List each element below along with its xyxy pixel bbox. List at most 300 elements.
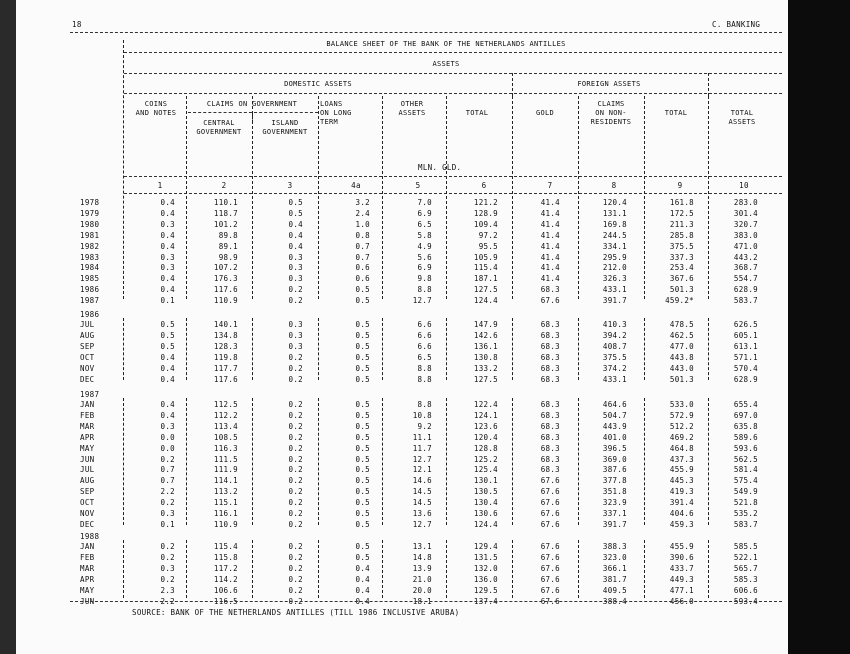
cell-col-8: 374.2	[602, 363, 627, 373]
cell-col-7: 68.3	[540, 410, 560, 420]
cell-col-8: 366.1	[602, 563, 627, 573]
cell-col-6: 121.2	[473, 198, 498, 207]
cell-col-5: 14.6	[412, 476, 432, 486]
cell-col-6: 97.2	[478, 230, 498, 240]
cell-col-8: 381.7	[602, 574, 627, 584]
cell-col-5: 8.8	[417, 363, 432, 373]
cell-col-1: 0.3	[160, 563, 175, 573]
row-label: 1987	[80, 296, 100, 306]
assets-label: ASSETS	[432, 60, 460, 68]
year-1988-label: 1988	[80, 532, 100, 541]
column-number-2: 2	[221, 181, 227, 190]
cell-col-5: 8.8	[417, 285, 432, 295]
cell-col-9: 455.9	[669, 465, 694, 475]
cell-col-8: 131.1	[602, 208, 627, 218]
cell-col-10: 443.2	[733, 252, 758, 262]
cell-col-1: 2.2	[160, 596, 175, 606]
cell-col-9: 477.1	[669, 585, 694, 595]
cell-col-6: 109.4	[473, 219, 498, 229]
cell-col-4: 0.5	[355, 443, 370, 453]
row-label: JUN	[80, 596, 95, 606]
column-separator	[123, 318, 124, 380]
cell-col-6: 123.6	[473, 421, 498, 431]
cell-col-10: 655.4	[733, 400, 758, 409]
cell-col-9: 419.3	[669, 487, 694, 497]
cell-col-8: 387.6	[602, 465, 627, 475]
cell-col-3: 0.3	[288, 320, 303, 329]
cell-col-5: 6.9	[417, 208, 432, 218]
cell-col-4: 0.5	[355, 465, 370, 475]
unit-label: MLN. GLD.	[418, 163, 462, 172]
cell-col-9: 478.5	[669, 320, 694, 329]
footer-rule	[70, 601, 782, 602]
cell-col-5: 6.6	[417, 320, 432, 329]
cell-col-2: 111.5	[213, 454, 238, 464]
cell-col-1: 0.7	[160, 476, 175, 486]
cell-col-1: 0.5	[160, 330, 175, 340]
cell-col-7: 68.3	[540, 341, 560, 351]
cell-col-3: 0.3	[288, 341, 303, 351]
cell-col-6: 127.5	[473, 374, 498, 384]
cell-col-8: 369.0	[602, 454, 627, 464]
cell-col-9: 572.9	[669, 410, 694, 420]
cell-col-2: 115.1	[213, 498, 238, 508]
cell-col-7: 68.3	[540, 443, 560, 453]
cell-col-10: 471.0	[733, 241, 758, 251]
column-number-8: 8	[611, 181, 617, 190]
cell-col-1: 0.3	[160, 509, 175, 518]
cell-col-4: 0.5	[355, 363, 370, 373]
row-label: JAN	[80, 542, 95, 551]
cell-col-10: 697.0	[733, 410, 758, 420]
cell-col-10: 606.6	[733, 585, 758, 595]
cell-col-4: 0.5	[355, 400, 370, 409]
cell-col-5: 12.1	[412, 465, 432, 475]
cell-col-2: 98.9	[218, 252, 238, 262]
cell-col-9: 437.3	[669, 454, 694, 464]
row-label: MAR	[80, 421, 95, 431]
cell-col-5: 8.8	[417, 374, 432, 384]
cell-col-9: 477.0	[669, 341, 694, 351]
cell-col-4: 0.6	[355, 263, 370, 273]
cell-col-4: 0.5	[355, 352, 370, 362]
cell-col-5: 13.1	[412, 542, 432, 551]
foreign-assets-label: FOREIGN ASSETS	[577, 80, 641, 88]
col-gold-header: GOLD	[535, 109, 555, 117]
cell-col-3: 0.2	[288, 574, 303, 584]
group-rule	[124, 93, 782, 94]
cell-col-9: 285.8	[669, 230, 694, 240]
cell-col-6: 124.4	[473, 519, 498, 529]
cell-col-3: 0.4	[288, 230, 303, 240]
cell-col-8: 391.7	[602, 519, 627, 529]
cell-col-10: 368.7	[733, 263, 758, 273]
column-separator	[252, 113, 253, 123]
cell-col-2: 114.2	[213, 574, 238, 584]
cell-col-3: 0.4	[288, 219, 303, 229]
cell-col-2: 119.8	[213, 352, 238, 362]
cell-col-9: 337.3	[669, 252, 694, 262]
cell-col-1: 0.2	[160, 574, 175, 584]
cell-col-8: 334.1	[602, 241, 627, 251]
cell-col-10: 554.7	[733, 274, 758, 284]
cell-col-4: 0.5	[355, 421, 370, 431]
column-separator	[186, 318, 187, 380]
col-total-foreign-header: TOTAL	[664, 109, 688, 117]
cell-col-3: 0.2	[288, 296, 303, 306]
cell-col-8: 326.3	[602, 274, 627, 284]
cell-col-2: 114.1	[213, 476, 238, 486]
cell-col-10: 283.0	[733, 198, 758, 207]
cell-col-6: 124.1	[473, 410, 498, 420]
cell-col-6: 130.1	[473, 476, 498, 486]
cell-col-2: 110.1	[213, 198, 238, 207]
cell-col-1: 0.2	[160, 498, 175, 508]
column-separator	[446, 540, 447, 598]
row-label: APR	[80, 432, 95, 442]
cell-col-2: 108.5	[213, 432, 238, 442]
year-1987-label: 1987	[80, 390, 100, 399]
column-number-1: 1	[157, 181, 163, 190]
cell-col-1: 0.2	[160, 552, 175, 562]
row-label: JUN	[80, 454, 95, 464]
cell-col-5: 10.8	[412, 410, 432, 420]
cell-col-7: 67.6	[540, 585, 560, 595]
cell-col-3: 0.2	[288, 352, 303, 362]
cell-col-2: 89.8	[218, 230, 238, 240]
row-label: OCT	[80, 498, 95, 508]
row-label: MAY	[80, 443, 95, 453]
left-scan-shadow	[0, 0, 16, 654]
cell-col-8: 410.3	[602, 320, 627, 329]
column-number-5: 5	[415, 181, 421, 190]
cell-col-8: 323.0	[602, 552, 627, 562]
cell-col-9: 501.3	[669, 285, 694, 295]
column-separator	[318, 96, 319, 299]
cell-col-4: 0.5	[355, 542, 370, 551]
cell-col-2: 116.3	[213, 443, 238, 453]
column-number-6: 6	[481, 181, 487, 190]
cell-col-2: 89.1	[218, 241, 238, 251]
cell-col-6: 129.4	[473, 542, 498, 551]
cell-col-1: 0.4	[160, 363, 175, 373]
col-claims-government-header: CLAIMS ON GOVERNMENT	[206, 100, 298, 108]
cell-col-6: 128.9	[473, 208, 498, 218]
col-total-assets-header: TOTAL ASSETS	[728, 109, 756, 126]
cell-col-5: 6.9	[417, 263, 432, 273]
cell-col-10: 535.2	[733, 509, 758, 518]
column-separator	[446, 318, 447, 380]
row-label: DEC	[80, 519, 95, 529]
row-label: AUG	[80, 330, 95, 340]
cell-col-2: 113.2	[213, 487, 238, 497]
cell-col-10: 635.8	[733, 421, 758, 431]
cell-col-1: 0.5	[160, 341, 175, 351]
cell-col-1: 0.1	[160, 296, 175, 306]
cell-col-2: 116.1	[213, 509, 238, 518]
cell-col-6: 127.5	[473, 285, 498, 295]
cell-col-6: 147.9	[473, 320, 498, 329]
cell-col-10: 383.0	[733, 230, 758, 240]
cell-col-2: 117.2	[213, 563, 238, 573]
cell-col-7: 68.3	[540, 454, 560, 464]
cell-col-5: 7.0	[417, 198, 432, 207]
row-label: 1985	[80, 274, 100, 284]
cell-col-3: 0.2	[288, 476, 303, 486]
cell-col-8: 409.5	[602, 585, 627, 595]
column-separator	[123, 398, 124, 525]
cell-col-6: 115.4	[473, 263, 498, 273]
cell-col-4: 0.5	[355, 341, 370, 351]
cell-col-2: 134.8	[213, 330, 238, 340]
cell-col-3: 0.3	[288, 263, 303, 273]
cell-col-6: 137.4	[473, 596, 498, 606]
cell-col-5: 20.0	[412, 585, 432, 595]
cell-col-10: 589.6	[733, 432, 758, 442]
col-claims-nonres-header: CLAIMS ON NON- RESIDENTS	[590, 100, 632, 126]
cell-col-10: 583.7	[733, 519, 758, 529]
cell-col-4: 1.0	[355, 219, 370, 229]
row-label: 1980	[80, 219, 100, 229]
cell-col-8: 323.9	[602, 498, 627, 508]
cell-col-3: 0.2	[288, 487, 303, 497]
cell-col-6: 122.4	[473, 400, 498, 409]
cell-col-3: 0.2	[288, 596, 303, 606]
cell-col-9: 512.2	[669, 421, 694, 431]
row-label: 1979	[80, 208, 100, 218]
cell-col-7: 67.6	[540, 574, 560, 584]
cell-col-2: 112.5	[213, 400, 238, 409]
cell-col-10: 521.8	[733, 498, 758, 508]
cell-col-10: 581.4	[733, 465, 758, 475]
cell-col-1: 0.2	[160, 542, 175, 551]
cell-col-10: 583.7	[733, 296, 758, 306]
cell-col-1: 0.3	[160, 219, 175, 229]
cell-col-4: 0.5	[355, 519, 370, 529]
cell-col-2: 116.5	[213, 596, 238, 606]
cell-col-9: 501.3	[669, 374, 694, 384]
claims-subrule	[188, 112, 318, 113]
cell-col-9: 433.7	[669, 563, 694, 573]
cell-col-8: 504.7	[602, 410, 627, 420]
cell-col-6: 128.8	[473, 443, 498, 453]
cell-col-4: 3.2	[355, 198, 370, 207]
cell-col-3: 0.2	[288, 410, 303, 420]
cell-col-5: 4.9	[417, 241, 432, 251]
cell-col-8: 295.9	[602, 252, 627, 262]
section-title: C. BANKING	[712, 20, 761, 29]
cell-col-7: 68.3	[540, 465, 560, 475]
cell-col-1: 0.4	[160, 352, 175, 362]
cell-col-10: 613.1	[733, 341, 758, 351]
cell-col-5: 5.8	[417, 230, 432, 240]
cell-col-3: 0.2	[288, 509, 303, 518]
cell-col-5: 11.1	[412, 432, 432, 442]
row-label: JUL	[80, 320, 95, 329]
cell-col-1: 0.2	[160, 454, 175, 464]
cell-col-3: 0.3	[288, 252, 303, 262]
cell-col-3: 0.2	[288, 374, 303, 384]
row-label: SEP	[80, 341, 95, 351]
cell-col-4: 0.5	[355, 454, 370, 464]
row-label: OCT	[80, 352, 95, 362]
cell-col-10: 320.7	[733, 219, 758, 229]
cell-col-8: 401.0	[602, 432, 627, 442]
cell-col-2: 113.4	[213, 421, 238, 431]
cell-col-7: 68.3	[540, 352, 560, 362]
column-separator	[708, 73, 709, 96]
cell-col-4: 0.4	[355, 585, 370, 595]
cell-col-3: 0.2	[288, 498, 303, 508]
row-label: AUG	[80, 476, 95, 486]
column-number-7: 7	[547, 181, 553, 190]
cell-col-7: 67.6	[540, 296, 560, 306]
cell-col-9: 445.3	[669, 476, 694, 486]
cell-col-5: 8.8	[417, 400, 432, 409]
cell-col-7: 41.4	[540, 230, 560, 240]
cell-col-5: 9.2	[417, 421, 432, 431]
cell-col-2: 117.7	[213, 363, 238, 373]
cell-col-6: 120.4	[473, 432, 498, 442]
cell-col-2: 110.9	[213, 296, 238, 306]
cell-col-2: 128.3	[213, 341, 238, 351]
cell-col-9: 172.5	[669, 208, 694, 218]
cell-col-5: 11.7	[412, 443, 432, 453]
cell-col-10: 571.1	[733, 352, 758, 362]
cell-col-8: 391.7	[602, 296, 627, 306]
cell-col-7: 68.3	[540, 330, 560, 340]
cell-col-2: 101.2	[213, 219, 238, 229]
cell-col-7: 67.6	[540, 552, 560, 562]
col-central-gov-header: CENTRAL GOVERNMENT	[196, 119, 242, 136]
cell-col-7: 41.4	[540, 198, 560, 207]
cell-col-6: 132.0	[473, 563, 498, 573]
column-separator	[186, 540, 187, 598]
column-number-9: 9	[677, 181, 683, 190]
cell-col-6: 129.5	[473, 585, 498, 595]
cell-col-1: 0.4	[160, 230, 175, 240]
cell-col-5: 5.6	[417, 252, 432, 262]
row-label: SEP	[80, 487, 95, 497]
cell-col-4: 0.5	[355, 285, 370, 295]
cell-col-7: 68.3	[540, 363, 560, 373]
cell-col-5: 21.0	[412, 574, 432, 584]
row-label: JUL	[80, 465, 95, 475]
cell-col-3: 0.2	[288, 432, 303, 442]
cell-col-8: 212.0	[602, 263, 627, 273]
cell-col-5: 14.8	[412, 552, 432, 562]
cell-col-8: 433.1	[602, 285, 627, 295]
cell-col-9: 443.8	[669, 352, 694, 362]
cell-col-7: 67.6	[540, 519, 560, 529]
cell-col-9: 456.0	[669, 596, 694, 606]
cell-col-6: 142.6	[473, 330, 498, 340]
cell-col-9: 404.6	[669, 509, 694, 518]
cell-col-8: 396.5	[602, 443, 627, 453]
cell-col-5: 6.6	[417, 330, 432, 340]
cell-col-8: 388.3	[602, 542, 627, 551]
cell-col-4: 0.5	[355, 552, 370, 562]
cell-col-7: 67.6	[540, 498, 560, 508]
cell-col-10: 522.1	[733, 552, 758, 562]
cell-col-6: 130.6	[473, 509, 498, 518]
cell-col-5: 13.6	[412, 509, 432, 518]
domestic-assets-label: DOMESTIC ASSETS	[284, 80, 352, 88]
cell-col-4: 0.5	[355, 374, 370, 384]
column-separator	[446, 398, 447, 525]
cell-col-1: 0.4	[160, 400, 175, 409]
row-label: 1986	[80, 285, 100, 295]
year-1986-label: 1986	[80, 310, 100, 319]
cell-col-5: 6.5	[417, 219, 432, 229]
cell-col-1: 0.4	[160, 198, 175, 207]
cell-col-9: 462.5	[669, 330, 694, 340]
cell-col-8: 408.7	[602, 341, 627, 351]
cell-col-3: 0.5	[288, 208, 303, 218]
cell-col-5: 6.6	[417, 341, 432, 351]
cell-col-1: 0.3	[160, 252, 175, 262]
row-label: 1982	[80, 241, 100, 251]
row-label: FEB	[80, 552, 95, 562]
row-label: NOV	[80, 509, 95, 518]
cell-col-6: 131.5	[473, 552, 498, 562]
column-separator	[318, 398, 319, 525]
row-label: MAR	[80, 563, 95, 573]
cell-col-2: 106.6	[213, 585, 238, 595]
cell-col-5: 6.5	[417, 352, 432, 362]
column-separator	[186, 398, 187, 525]
cell-col-3: 0.2	[288, 585, 303, 595]
cell-col-3: 0.5	[288, 198, 303, 207]
cell-col-1: 0.4	[160, 208, 175, 218]
cell-col-6: 136.0	[473, 574, 498, 584]
cell-col-9: 161.8	[669, 198, 694, 207]
cell-col-2: 140.1	[213, 320, 238, 329]
column-separator	[446, 96, 447, 299]
cell-col-6: 105.9	[473, 252, 498, 262]
cell-col-7: 41.4	[540, 252, 560, 262]
cell-col-1: 2.3	[160, 585, 175, 595]
cell-col-5: 12.7	[412, 454, 432, 464]
assets-rule	[124, 73, 782, 74]
cell-col-2: 115.4	[213, 542, 238, 551]
cell-col-1: 0.3	[160, 263, 175, 273]
cell-col-9: 375.5	[669, 241, 694, 251]
column-number-4: 4a	[351, 181, 361, 190]
cell-col-7: 41.4	[540, 219, 560, 229]
column-separator	[123, 540, 124, 598]
cell-col-10: 585.5	[733, 542, 758, 551]
cell-col-9: 459.2*	[665, 296, 694, 306]
cell-col-7: 67.6	[540, 563, 560, 573]
unit-rule	[124, 176, 782, 177]
cell-col-2: 110.9	[213, 519, 238, 529]
cell-col-9: 391.4	[669, 498, 694, 508]
cell-col-7: 68.3	[540, 320, 560, 329]
right-scan-shadow	[788, 0, 850, 654]
cell-col-4: 0.5	[355, 320, 370, 329]
cell-col-8: 169.8	[602, 219, 627, 229]
cell-col-2: 118.7	[213, 208, 238, 218]
column-separator	[186, 96, 187, 299]
cell-col-4: 0.5	[355, 432, 370, 442]
cell-col-4: 0.4	[355, 574, 370, 584]
title-rule	[124, 52, 782, 53]
cell-col-5: 12.7	[412, 519, 432, 529]
cell-col-3: 0.2	[288, 363, 303, 373]
cell-col-8: 375.5	[602, 352, 627, 362]
cell-col-4: 0.5	[355, 330, 370, 340]
